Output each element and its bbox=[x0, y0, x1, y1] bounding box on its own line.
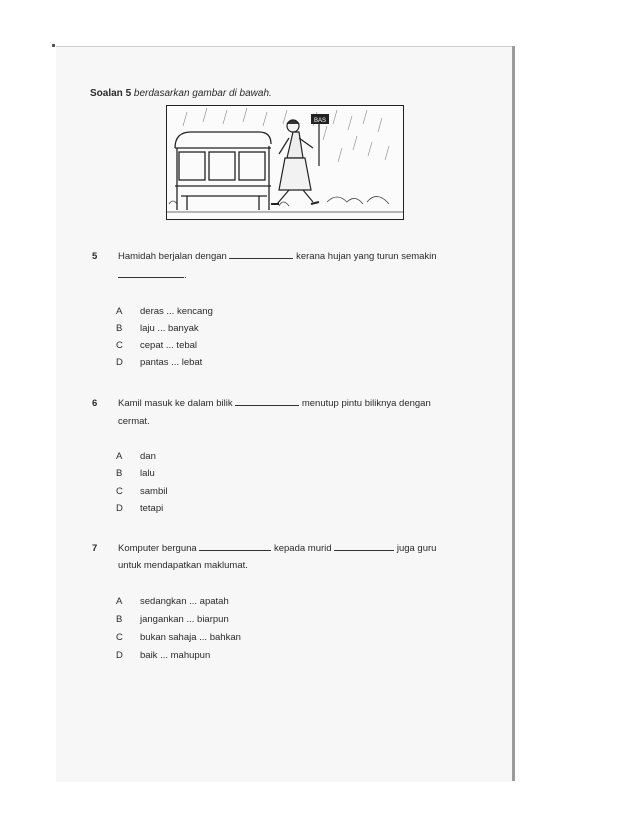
option-letter: C bbox=[116, 632, 123, 643]
option-text: cepat ... tebal bbox=[140, 340, 198, 351]
answer-blank bbox=[235, 396, 299, 406]
question-stem-line2 bbox=[118, 268, 187, 283]
answer-blank bbox=[199, 541, 271, 551]
option-letter: D bbox=[116, 650, 123, 661]
option-letter: C bbox=[116, 340, 123, 351]
stem-part: Komputer berguna bbox=[118, 543, 197, 554]
question-illustration bbox=[166, 105, 404, 220]
stem-part: untuk mendapatkan maklumat. bbox=[118, 560, 248, 571]
question-number: 6 bbox=[92, 398, 98, 409]
answer-blank bbox=[229, 249, 293, 259]
stem-part: Kamil masuk ke dalam bilik bbox=[118, 398, 233, 409]
stem-part: . bbox=[184, 270, 187, 281]
question-stem bbox=[118, 396, 488, 411]
option-text: sambil bbox=[140, 486, 168, 497]
girl-figure bbox=[271, 120, 319, 204]
option-text: laju ... banyak bbox=[140, 323, 199, 334]
page-edge-shadow bbox=[512, 46, 515, 781]
instruction-text: berdasarkan gambar di bawah. bbox=[133, 88, 272, 99]
sign-label: BAS bbox=[313, 118, 327, 124]
stem-part: juga guru bbox=[396, 543, 437, 554]
stem-part: cermat. bbox=[118, 416, 150, 427]
stem-part: kerana hujan yang turun semakin bbox=[296, 251, 437, 262]
bus-stop-sign bbox=[311, 114, 329, 166]
option-letter: A bbox=[116, 306, 123, 317]
stem-part: kepada murid bbox=[273, 543, 332, 554]
bus-shelter bbox=[175, 132, 271, 210]
option-text: lalu bbox=[140, 468, 155, 479]
scan-mark bbox=[52, 44, 55, 47]
instruction-line bbox=[90, 88, 272, 99]
stem-part: Hamidah berjalan dengan bbox=[118, 251, 227, 262]
option-text: tetapi bbox=[140, 503, 164, 514]
option-letter: A bbox=[116, 451, 123, 462]
ground bbox=[167, 196, 403, 212]
question-number: 5 bbox=[92, 251, 98, 262]
rain-streaks bbox=[183, 108, 389, 162]
option-text: bukan sahaja ... bahkan bbox=[140, 632, 241, 643]
answer-blank bbox=[334, 541, 394, 551]
stem-part: menutup pintu biliknya dengan bbox=[301, 398, 431, 409]
option-letter: D bbox=[116, 503, 123, 514]
option-letter: D bbox=[116, 357, 123, 368]
option-text: baik ... mahupun bbox=[140, 650, 211, 661]
option-letter: C bbox=[116, 486, 123, 497]
option-text: jangankan ... biarpun bbox=[140, 614, 229, 625]
option-text: pantas ... lebat bbox=[140, 357, 203, 368]
option-text: deras ... kencang bbox=[140, 306, 213, 317]
option-letter: B bbox=[116, 614, 123, 625]
option-letter: A bbox=[116, 596, 123, 607]
option-letter: B bbox=[116, 323, 123, 334]
instruction-label: Soalan 5 bbox=[90, 88, 132, 99]
option-letter: B bbox=[116, 468, 123, 479]
answer-blank bbox=[118, 268, 184, 278]
option-text: sedangkan ... apatah bbox=[140, 596, 229, 607]
question-stem bbox=[118, 249, 478, 264]
option-text: dan bbox=[140, 451, 156, 462]
question-number: 7 bbox=[92, 543, 98, 554]
rain-bus-stop-illustration bbox=[167, 106, 403, 219]
question-stem bbox=[118, 541, 498, 556]
